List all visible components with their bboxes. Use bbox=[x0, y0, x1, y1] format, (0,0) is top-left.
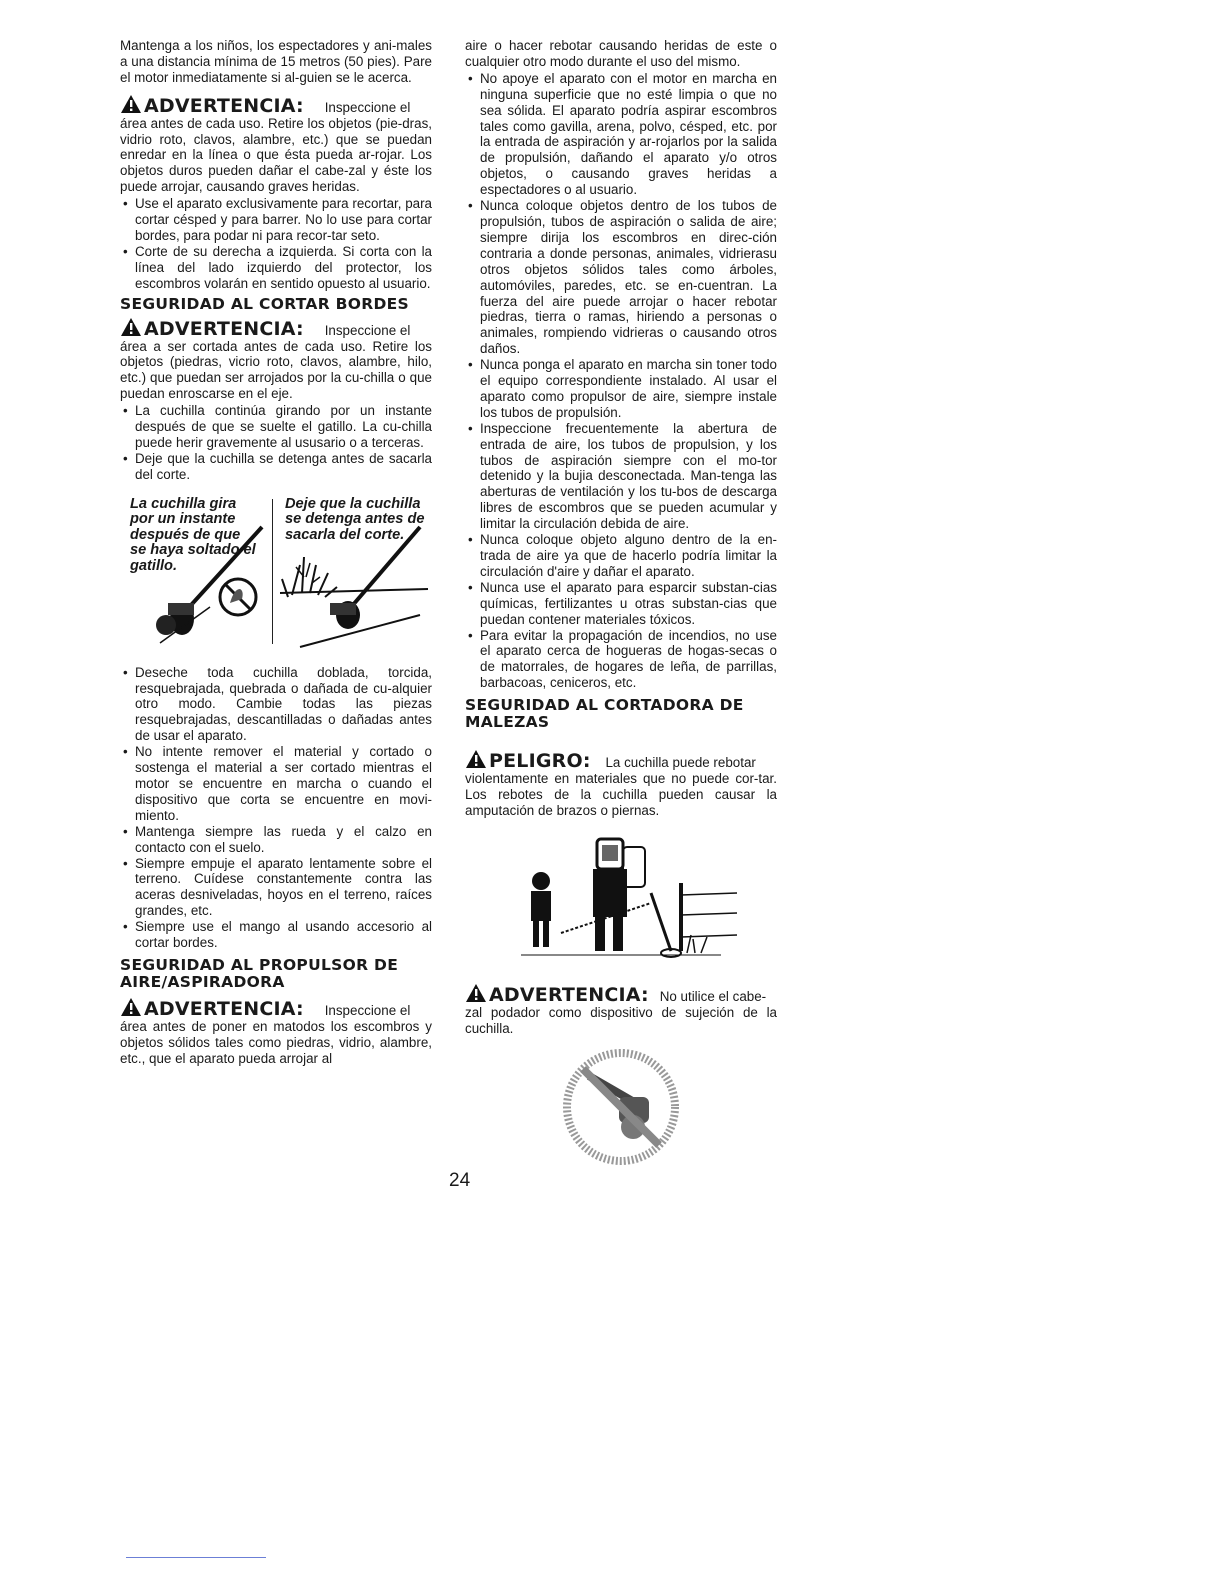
list-item: • Mantenga siempre las rueda y el calzo en contacto con el suelo. bbox=[120, 824, 432, 856]
warning-body: área antes de cada uso. Retire los objetos (pie-dras, vidrio roto, clavos, alambre, etc.) que se puedan enredar en la línea o que ésta pueda ar-rojar. Los objetos duros pueden dañar el cabe-zal y éste los puede arrojar, causando graves heridas. bbox=[120, 115, 432, 195]
warning-block-2 bbox=[120, 317, 432, 403]
list-item: • Nunca ponga el aparato en marcha sin toner todo el equipo correspondiente instalado. Al usar el aparato como propulsor de aire, siempre instale los tubos de propulsión. bbox=[465, 357, 777, 421]
warning-triangle-icon bbox=[120, 317, 142, 337]
left-column bbox=[120, 38, 432, 1067]
section-heading-blower: SEGURIDAD AL PROPULSOR DE AIRE/ASPIRADORA bbox=[120, 955, 399, 991]
list-item: • Para evitar la propagación de incendios, no use el aparato cerca de hogueras de hogas-secas o de matorrales, de hogares de leña, de parrillas, barbacoas, ceniceros, etc. bbox=[465, 628, 777, 692]
danger-lead: La cuchilla puede rebotar bbox=[605, 755, 756, 771]
bullet-list-blower bbox=[465, 71, 777, 691]
danger-body: violentamente en materiales que no puede cor-tar. Los rebotes de la cuchilla pueden causar la amputación de brazos o piernas. bbox=[465, 771, 777, 818]
warning-triangle-icon bbox=[120, 94, 142, 114]
list-item: • Use el aparato exclusivamente para recortar, para cortar césped y para barrer. No lo use para cortar bordes, para podar ni para recor-tar seto. bbox=[120, 196, 432, 244]
list-item: • Deje que la cuchilla se detenga antes de sacarla del corte. bbox=[120, 451, 432, 483]
warning-block-1 bbox=[120, 94, 432, 195]
edger-figure bbox=[120, 497, 432, 657]
section-heading-edging: SEGURIDAD AL CORTAR BORDES bbox=[120, 294, 409, 313]
warning-body: área antes de poner en matodos los escombros y objetos sólidos tales como piedras, vidrio, alambre, etc., que el aparato pueda arrojar al bbox=[120, 1018, 432, 1066]
warning-lead: Inspeccione el bbox=[324, 99, 411, 115]
list-item: • La cuchilla continúa girando por un instante después de que se suelte el gatillo. La cu-chilla puede herir gravemente al ususario o a terceras. bbox=[120, 403, 432, 451]
intro-paragraph: Mantenga a los niños, los espectadores y ani-males a una distancia mínima de 15 metros (50 pies). Pare el motor inmediatamente si al-guien se le acerca. bbox=[120, 38, 432, 85]
warning-body: zal podador como dispositivo de sujeción de la cuchilla. bbox=[465, 1004, 777, 1036]
list-item: • Inspeccione frecuentemente la abertura de entrada de aire, los tubos de propulsion, y los tubos de aspiración siempre con el mo-tor detenido y la bujia desconectada. Man-tenga las aberturas de ventilación y los tu-bos de descarga libres de escombros que se pueden acumular y limitar la circulación debida de aire. bbox=[465, 421, 777, 532]
page-number: 24 bbox=[449, 1170, 471, 1191]
footer-rule bbox=[126, 1557, 266, 1558]
list-item: • Nunca coloque objetos dentro de los tubos de propulsión, tubos de aspiración o salida de aire; siempre dirija los escombros en direc-ción contraria a donde personas, animales, vidrierasu otros objetos sólidos tales como árboles, automóviles, paredes, etc. se en-cuentran. La fuerza del aire puede arrojar o hacer rebotar piedras, tierra o ramas, hiriendo a personas o animales, rompiendo vidrieras o causando otros daños. bbox=[465, 198, 777, 357]
list-item: • Nunca use el aparato para esparcir substan-cias químicas, fertilizantes u otras substan-cias que puedan contener materiales tóxicos. bbox=[465, 580, 777, 628]
warning-lead: Inspeccione el bbox=[324, 1002, 411, 1018]
danger-block bbox=[465, 749, 777, 819]
list-item: • Deseche toda cuchilla doblada, torcida, resquebrajada, quebrada o dañada de cu-alquier otro modo. Cambie todas las piezas resquebrajadas, descantilladas o dañadas antes de usar el aparato. bbox=[120, 665, 432, 745]
warning-body: área a ser cortada antes de cada uso. Retire los objetos (piedras, vicrio roto, clavos, alambre, hilo, etc.) que puedan ser arrojados por la cu-chilla o que puedan enroscarse en el eje. bbox=[120, 338, 432, 402]
operator-bystander-illustration bbox=[501, 833, 741, 963]
warning-triangle-icon bbox=[465, 983, 487, 1003]
figure-divider bbox=[272, 499, 273, 644]
warning-heading: ADVERTENCIA: bbox=[144, 94, 304, 117]
bullet-list-2 bbox=[120, 403, 432, 483]
warning-lead: No utilice el cabe- bbox=[659, 988, 767, 1004]
list-item: • Siempre use el mango al usando accesorio al cortar bordes. bbox=[120, 919, 432, 951]
prohibited-head-icon bbox=[561, 1047, 681, 1167]
warning-heading: ADVERTENCIA: bbox=[489, 983, 649, 1006]
right-column bbox=[465, 38, 777, 1167]
warning-block-brushcutter bbox=[465, 983, 777, 1037]
bullet-list-3 bbox=[120, 665, 432, 951]
warning-lead: Inspeccione el bbox=[324, 322, 411, 338]
warning-heading: ADVERTENCIA: bbox=[144, 317, 304, 340]
list-item: • No apoye el aparato con el motor en marcha en ninguna superficie que no esté limpia o que no sea sólida. El aparato podría aspirar escombros tales como gavilla, arena, polvo, césped, etc. por la entrada de aspiración y ar-rojarlos por la salida de propulsión, dañando el aparato y/o otros objetos, o causando graves heridas a espectadores o al usuario. bbox=[465, 71, 777, 198]
danger-heading: PELIGRO: bbox=[489, 750, 591, 773]
list-item: • Nunca coloque objeto alguno dentro de la en-trada de aire ya que de hacerlo podría limitar la circulación d'aire y dañar el aparato. bbox=[465, 532, 777, 580]
figure-caption-left: La cuchilla gira por un instante después de que se haya soltado el gatillo. bbox=[130, 495, 256, 574]
warning-heading: ADVERTENCIA: bbox=[144, 997, 304, 1020]
continued-paragraph: aire o hacer rebotar causando heridas de este o cualquier otro modo durante el uso del mismo. bbox=[465, 38, 777, 69]
section-heading-brushcutter: SEGURIDAD AL CORTADORA DE MALEZAS bbox=[465, 696, 744, 732]
list-item: • No intente remover el material y cortado o sostenga el material a ser cortado mientras el motor se encuentre en marcha o cuando el dispositivo que corta se encuentre en movi-miento. bbox=[120, 744, 432, 824]
warning-block-3 bbox=[120, 997, 432, 1067]
list-item: • Corte de su derecha a izquierda. Si corta con la línea del lado izquierdo del protector, los escombros volarán en sentido opuesto al usuario. bbox=[120, 244, 432, 292]
warning-triangle-icon bbox=[120, 997, 142, 1017]
figure-caption-right: Deje que la cuchilla se detenga antes de sacarla del corte. bbox=[285, 495, 425, 543]
list-item: • Siempre empuje el aparato lentamente sobre el terreno. Cuídese constantemente contra las aceras desniveladas, hoyos en el terreno, raíces grandes, etc. bbox=[120, 856, 432, 920]
bullet-list-1 bbox=[120, 196, 432, 291]
warning-triangle-icon bbox=[465, 749, 487, 769]
